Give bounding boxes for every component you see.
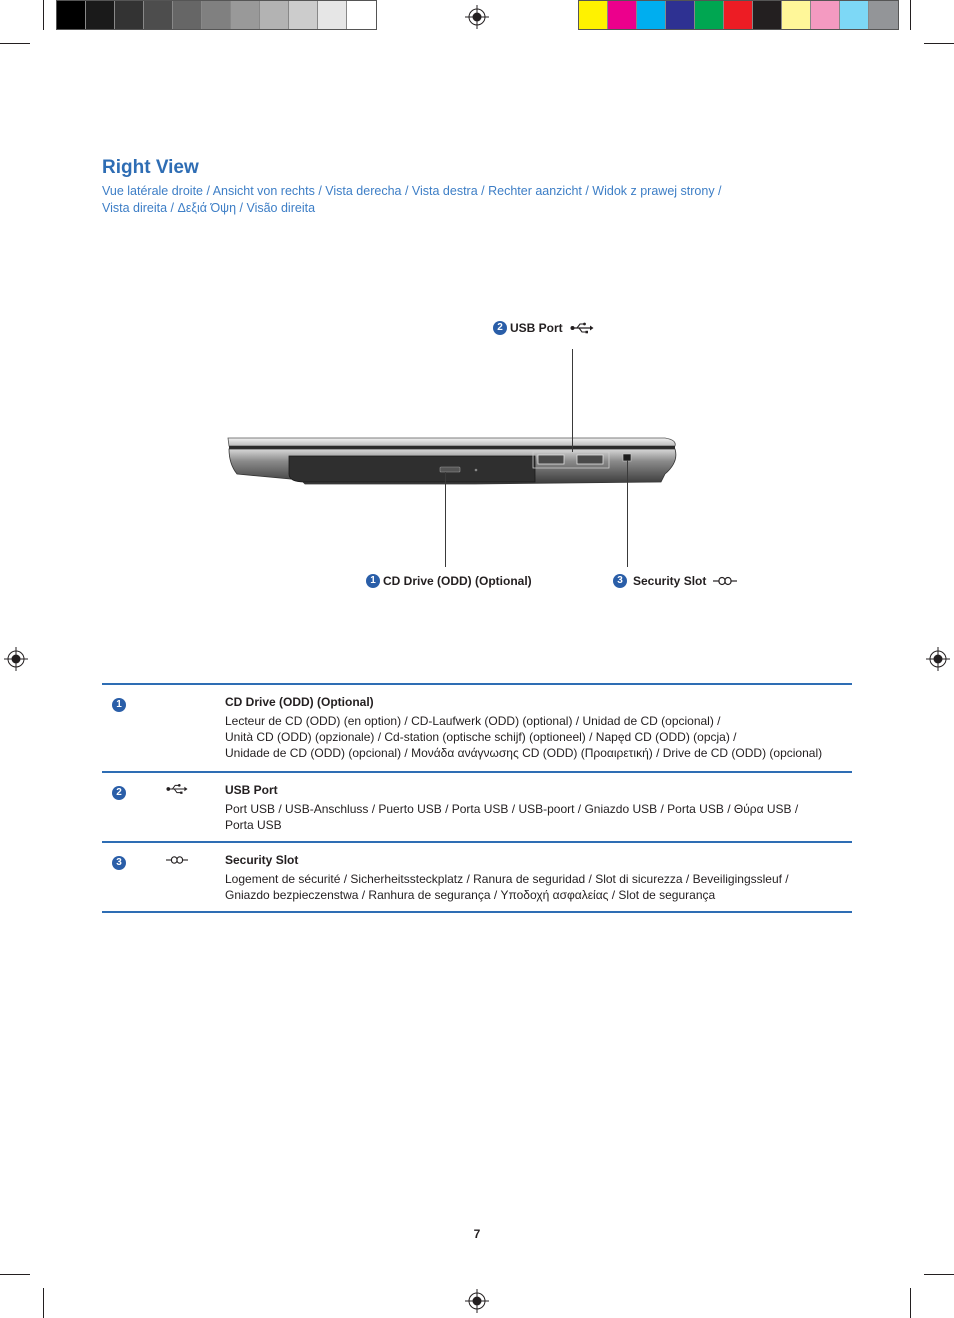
color-swatch bbox=[173, 1, 202, 29]
description-line: Logement de sécurité / Sicherheitssteckplatz / Ranura de seguridad / Slot di sicurezza / Beveiligingssleuf / bbox=[225, 872, 789, 886]
color-swatch bbox=[144, 1, 173, 29]
callout-number: 1 bbox=[366, 574, 380, 588]
kensington-lock-icon bbox=[166, 855, 188, 865]
table-row bbox=[102, 771, 852, 841]
kensington-lock-icon bbox=[713, 576, 737, 586]
color-swatch bbox=[753, 1, 782, 29]
description-line: Unidade de CD (ODD) (opcional) / Μονάδα ανάγνωσης CD (ODD) (Προαιρετική) / Drive de CD (ODD) (opcional) bbox=[225, 746, 823, 760]
crop-mark bbox=[43, 0, 44, 30]
callout-label: Security Slot bbox=[633, 573, 707, 588]
crop-mark bbox=[910, 0, 911, 30]
registration-target-icon bbox=[4, 647, 28, 671]
description-line: Unità CD (ODD) (opzionale) / Cd-station (optische schijf) (optioneel) / Napęd CD (ODD) (opcja) / bbox=[225, 730, 737, 744]
usb-icon bbox=[570, 322, 594, 334]
callout-number: 3 bbox=[613, 574, 627, 588]
registration-target-icon bbox=[465, 1289, 489, 1313]
callout-label: CD Drive (ODD) (Optional) bbox=[383, 573, 532, 588]
color-swatch bbox=[289, 1, 318, 29]
row-description bbox=[225, 871, 852, 903]
callout-leader-line bbox=[627, 460, 628, 567]
page-number: 7 bbox=[473, 1227, 481, 1241]
row-description bbox=[225, 713, 852, 761]
color-swatch bbox=[811, 1, 840, 29]
color-swatch bbox=[231, 1, 260, 29]
subtitle-line: Vue latérale droite / Ansicht von rechts / Vista derecha / Vista destra / Rechter aanzicht / Widok z prawej strony / bbox=[102, 184, 722, 198]
crop-mark bbox=[924, 1274, 954, 1275]
row-heading: Security Slot bbox=[225, 853, 299, 867]
color-swatch bbox=[695, 1, 724, 29]
description-line: Lecteur de CD (ODD) (en option) / CD-Laufwerk (ODD) (optional) / Unidad de CD (opcional) / bbox=[225, 714, 721, 728]
row-number: 3 bbox=[112, 856, 126, 870]
color-swatch bbox=[724, 1, 753, 29]
crop-mark bbox=[924, 43, 954, 44]
component-table bbox=[102, 683, 852, 913]
registration-target-icon bbox=[465, 5, 489, 29]
callout-label: USB Port bbox=[510, 320, 563, 335]
color-swatch bbox=[579, 1, 608, 29]
callout-usb-port bbox=[493, 320, 594, 335]
registration-target-icon bbox=[926, 647, 950, 671]
cmyk-color-bar bbox=[578, 0, 899, 30]
color-swatch bbox=[318, 1, 347, 29]
callout-leader-line bbox=[572, 349, 573, 452]
row-heading: CD Drive (ODD) (Optional) bbox=[225, 695, 374, 709]
row-number: 2 bbox=[112, 786, 126, 800]
callout-cd-drive bbox=[366, 573, 532, 588]
color-swatch bbox=[666, 1, 695, 29]
description-line: Porta USB bbox=[225, 818, 282, 832]
subtitle-line: Vista direita / Δεξιά Όψη / Visão direita bbox=[102, 201, 316, 215]
row-heading: USB Port bbox=[225, 783, 278, 797]
color-swatch bbox=[86, 1, 115, 29]
grayscale-color-bar bbox=[56, 0, 377, 30]
row-description bbox=[225, 801, 852, 833]
crop-mark bbox=[0, 43, 30, 44]
crop-mark bbox=[910, 1288, 911, 1318]
table-row bbox=[102, 841, 852, 913]
table-row bbox=[102, 683, 852, 771]
page-title: Right View bbox=[102, 157, 199, 178]
callout-leader-line bbox=[445, 472, 446, 567]
color-swatch bbox=[260, 1, 289, 29]
description-line: Port USB / USB-Anschluss / Puerto USB / Porta USB / USB-poort / Gniazdo USB / Porta USB / Θύρα USB / bbox=[225, 802, 799, 816]
crop-mark bbox=[0, 1274, 30, 1275]
color-swatch bbox=[637, 1, 666, 29]
color-swatch bbox=[869, 1, 898, 29]
laptop-right-side-illustration bbox=[225, 434, 680, 486]
color-swatch bbox=[840, 1, 869, 29]
description-line: Gniazdo bezpieczenstwa / Ranhura de segurança / Υποδοχή ασφαλείας / Slot de segurança bbox=[225, 888, 716, 902]
callout-number: 2 bbox=[493, 321, 507, 335]
color-swatch bbox=[782, 1, 811, 29]
row-number: 1 bbox=[112, 698, 126, 712]
crop-mark bbox=[43, 1288, 44, 1318]
callout-security-slot bbox=[613, 573, 737, 588]
color-swatch bbox=[347, 1, 376, 29]
color-swatch bbox=[57, 1, 86, 29]
page-subtitle bbox=[102, 183, 802, 217]
color-swatch bbox=[608, 1, 637, 29]
color-swatch bbox=[115, 1, 144, 29]
color-swatch bbox=[202, 1, 231, 29]
usb-icon bbox=[166, 783, 188, 795]
